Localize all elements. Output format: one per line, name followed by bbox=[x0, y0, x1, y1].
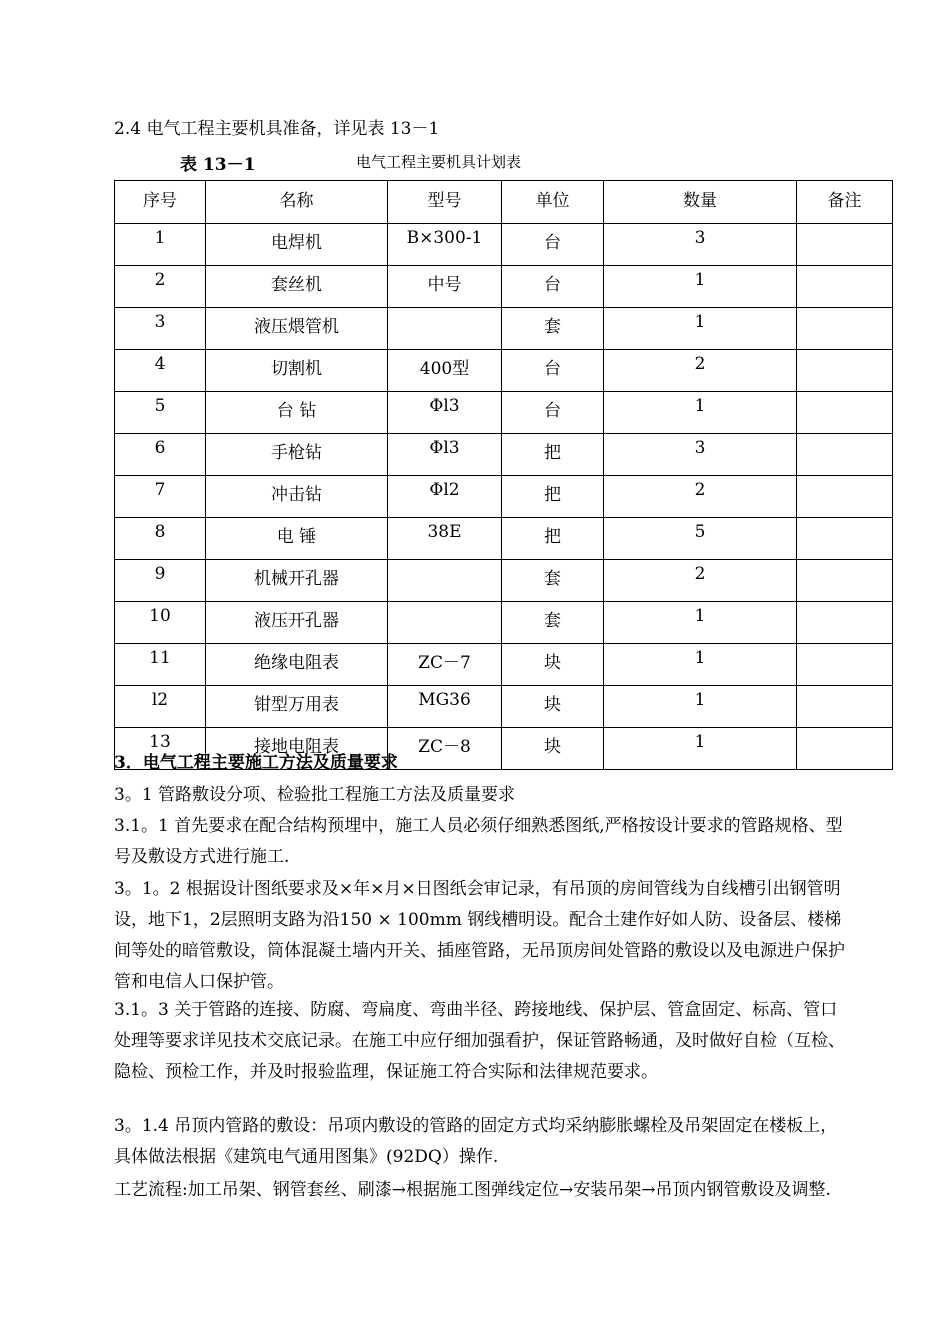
table-row bbox=[115, 518, 893, 560]
table-cell: 手枪钻 bbox=[206, 434, 388, 476]
table-row bbox=[115, 224, 893, 266]
table-cell: 1 bbox=[604, 644, 797, 686]
table-row bbox=[115, 434, 893, 476]
table-cell: 5 bbox=[115, 392, 206, 434]
table-cell bbox=[797, 434, 893, 476]
table-cell: ZC－7 bbox=[388, 644, 502, 686]
table-cell: 块 bbox=[502, 686, 604, 728]
table-row bbox=[115, 266, 893, 308]
table-cell bbox=[388, 560, 502, 602]
table-cell: 1 bbox=[604, 602, 797, 644]
table-cell: 2 bbox=[604, 476, 797, 518]
table-cell: 台 bbox=[502, 266, 604, 308]
table-row bbox=[115, 686, 893, 728]
table-cell: 400型 bbox=[388, 350, 502, 392]
table-title: 电气工程主要机具计划表 bbox=[356, 153, 522, 171]
header-cell: 型号 bbox=[388, 181, 502, 224]
table-number: 表 13－1 bbox=[180, 155, 256, 175]
table-cell: 电 锤 bbox=[206, 518, 388, 560]
table-row bbox=[115, 602, 893, 644]
table-row bbox=[115, 560, 893, 602]
table-cell: 1 bbox=[115, 224, 206, 266]
table-cell: 钳型万用表 bbox=[206, 686, 388, 728]
table-cell: 把 bbox=[502, 434, 604, 476]
table-cell: 11 bbox=[115, 644, 206, 686]
subsection-heading: 3。1 管路敷设分项、检验批工程施工方法及质量要求 bbox=[114, 785, 516, 805]
table-row bbox=[115, 392, 893, 434]
table-cell: 把 bbox=[502, 518, 604, 560]
table-cell: 机械开孔器 bbox=[206, 560, 388, 602]
table-cell bbox=[797, 518, 893, 560]
table-cell bbox=[797, 266, 893, 308]
table-cell: 接地电阻表 bbox=[206, 728, 388, 770]
table-cell: 1 bbox=[604, 728, 797, 770]
table-cell: 3 bbox=[115, 308, 206, 350]
paragraph-3-1-3: 3.1。3 关于管路的连接、防腐、弯扁度、弯曲半径、跨接地线、保护层、管盒固定、标高、管口处理等要求详见技术交底记录。在施工中应仔细加强看护，保证管路畅通，及时做好自检（互检、隐检、预检工作，并及时报验监理，保证施工符合实际和法律规范要求。 bbox=[114, 1000, 845, 1082]
paragraph-3-1-2: 3。1。2 根据设计图纸要求及×年×月×日图纸会审记录，有吊顶的房间管线为自线槽引出钢管明设，地下1，2层照明支路为沿150 × 100mm 钢线槽明设。配合土建作好如人防、设备层、楼梯间等处的暗管敷设，筒体混凝土墙内开关、插座管路，无吊顶房间处管路的敷设以及电源进户保护管和电信人口保护管。 bbox=[114, 879, 845, 992]
table-cell: 2 bbox=[604, 560, 797, 602]
table-cell bbox=[797, 224, 893, 266]
table-cell bbox=[797, 686, 893, 728]
table-cell: 中号 bbox=[388, 266, 502, 308]
table-cell: 7 bbox=[115, 476, 206, 518]
header-cell: 序号 bbox=[115, 181, 206, 224]
table-cell bbox=[797, 644, 893, 686]
table-cell bbox=[797, 392, 893, 434]
table-row bbox=[115, 308, 893, 350]
table-cell: 2 bbox=[115, 266, 206, 308]
process-paragraph: 工艺流程:加工吊架、钢管套丝、刷漆→根据施工图弹线定位→安装吊架→吊顶内钢管敷设及调整. bbox=[114, 1180, 831, 1200]
table-cell: 6 bbox=[115, 434, 206, 476]
table-cell: 液压煨管机 bbox=[206, 308, 388, 350]
header-cell: 备注 bbox=[797, 181, 893, 224]
table-row bbox=[115, 350, 893, 392]
table-header-row bbox=[115, 181, 893, 224]
table-cell: 1 bbox=[604, 308, 797, 350]
table-cell: 冲击钻 bbox=[206, 476, 388, 518]
table-cell: 把 bbox=[502, 476, 604, 518]
table-cell: 1 bbox=[604, 266, 797, 308]
table-cell: Φl3 bbox=[388, 392, 502, 434]
table-cell: 电焊机 bbox=[206, 224, 388, 266]
table-cell: 块 bbox=[502, 644, 604, 686]
equipment-table bbox=[114, 180, 893, 770]
table-cell bbox=[797, 308, 893, 350]
table-cell: 套 bbox=[502, 560, 604, 602]
table-cell: 1 bbox=[604, 686, 797, 728]
table-row bbox=[115, 476, 893, 518]
table-body bbox=[115, 224, 893, 770]
table-cell bbox=[388, 602, 502, 644]
table-cell: 液压开孔器 bbox=[206, 602, 388, 644]
table-cell: 绝缘电阻表 bbox=[206, 644, 388, 686]
table-cell bbox=[797, 602, 893, 644]
table-cell: B×300-1 bbox=[388, 224, 502, 266]
table-cell: 4 bbox=[115, 350, 206, 392]
header-cell: 单位 bbox=[502, 181, 604, 224]
table-cell: 套丝机 bbox=[206, 266, 388, 308]
table-cell: 3 bbox=[604, 224, 797, 266]
table-cell: 10 bbox=[115, 602, 206, 644]
header-cell: 名称 bbox=[206, 181, 388, 224]
table-cell: l2 bbox=[115, 686, 206, 728]
table-cell: 8 bbox=[115, 518, 206, 560]
table-cell bbox=[797, 560, 893, 602]
table-cell: 套 bbox=[502, 602, 604, 644]
table-cell: 套 bbox=[502, 308, 604, 350]
table-cell: MG36 bbox=[388, 686, 502, 728]
table-cell: Φl2 bbox=[388, 476, 502, 518]
intro-line: 2.4 电气工程主要机具准备，详见表 13－1 bbox=[114, 119, 440, 139]
table-cell bbox=[797, 350, 893, 392]
table-cell: 1 bbox=[604, 392, 797, 434]
table-cell: 块 bbox=[502, 728, 604, 770]
table-cell: 台 bbox=[502, 392, 604, 434]
table-cell: 台 钻 bbox=[206, 392, 388, 434]
table-cell: 2 bbox=[604, 350, 797, 392]
table-cell: 3 bbox=[604, 434, 797, 476]
paragraph-3-1-4: 3。1.4 吊顶内管路的敷设：吊项内敷设的管路的固定方式均采纳膨胀螺栓及吊架固定在楼板上，具体做法根据《建筑电气通用图集》(92DQ）操作. bbox=[114, 1116, 838, 1167]
table-cell: 9 bbox=[115, 560, 206, 602]
table-cell: 台 bbox=[502, 350, 604, 392]
section-heading: 3．电气工程主要施工方法及质量要求 bbox=[114, 753, 398, 773]
paragraph-3-1-1: 3.1。1 首先要求在配合结构预埋中，施工人员必须仔细熟悉图纸,严格按设计要求的管路规格、型号及敷设方式进行施工. bbox=[114, 816, 843, 867]
table-cell: Φl3 bbox=[388, 434, 502, 476]
table-cell: 13 bbox=[115, 728, 206, 770]
table-cell bbox=[797, 728, 893, 770]
table-cell: 5 bbox=[604, 518, 797, 560]
table-cell: 切割机 bbox=[206, 350, 388, 392]
table-cell bbox=[797, 476, 893, 518]
table-cell: 台 bbox=[502, 224, 604, 266]
table-cell bbox=[388, 308, 502, 350]
header-cell: 数量 bbox=[604, 181, 797, 224]
table-row bbox=[115, 644, 893, 686]
table-cell: 38E bbox=[388, 518, 502, 560]
table-cell: ZC－8 bbox=[388, 728, 502, 770]
